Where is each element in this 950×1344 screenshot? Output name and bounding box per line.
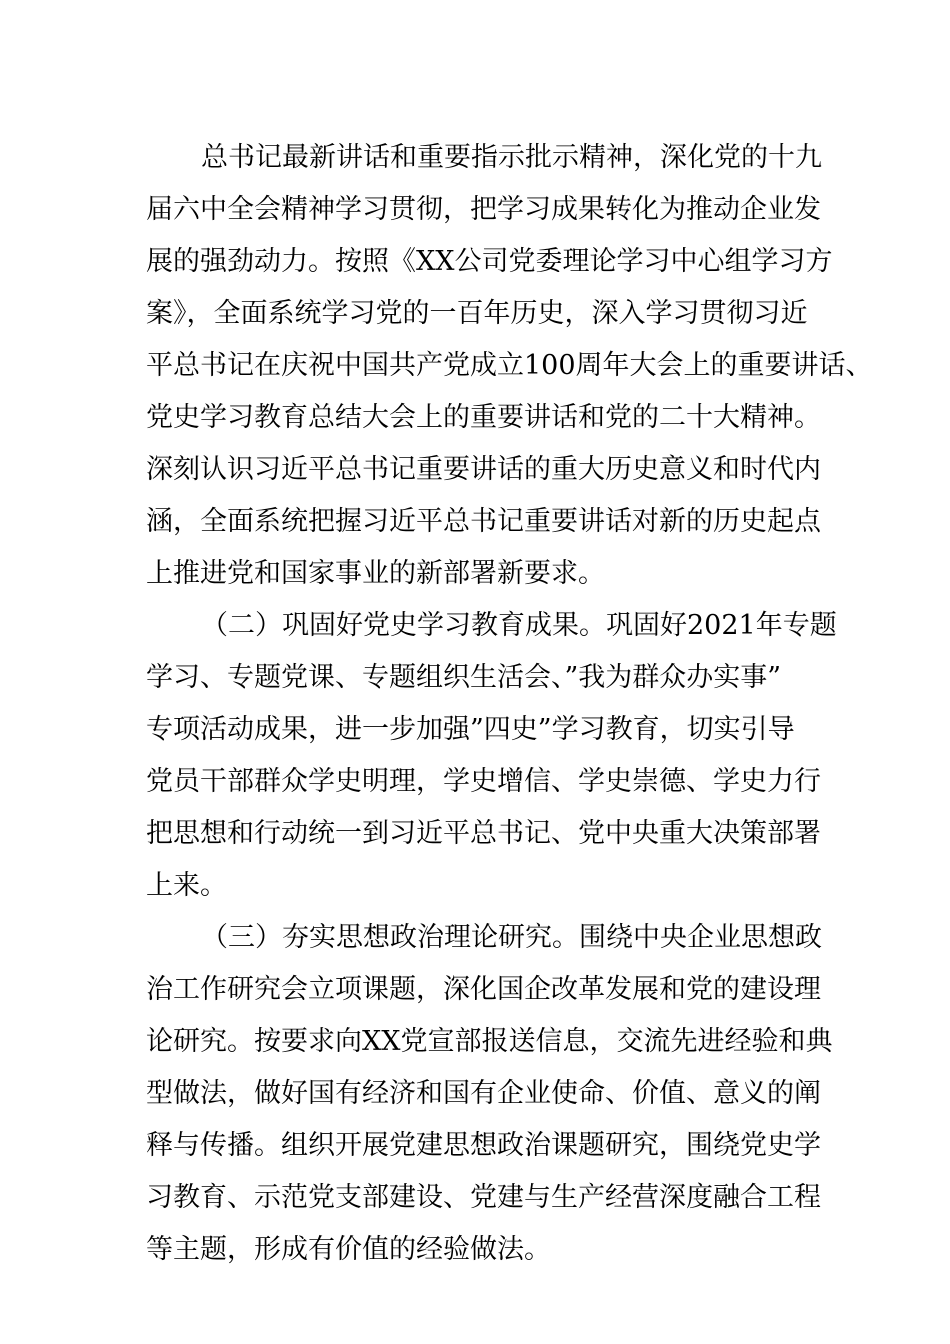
paragraph-line: 上推进党和国家事业的新部署新要求。 <box>146 558 605 589</box>
paragraph-line: 论研究。按要求向XX党宣部报送信息，交流先进经验和典 <box>146 1026 833 1057</box>
paragraph-line: 上来。 <box>146 870 227 901</box>
document-body <box>146 132 873 1276</box>
paragraph-line: 把思想和行动统一到习近平总书记、党中央重大决策部署 <box>146 818 821 849</box>
paragraph-line: 总书记最新讲话和重要指示批示精神，深化党的十九 <box>201 142 822 173</box>
paragraph-line: 专项活动成果，进一步加强”四史”学习教育，切实引导 <box>146 714 795 745</box>
section-heading-line: （二）巩固好党史学习教育成果。巩固好2021年专题 <box>201 610 837 641</box>
paragraph-line: 习教育、示范党支部建设、党建与生产经营深度融合工程 <box>146 1182 821 1213</box>
paragraph-line: 型做法，做好国有经济和国有企业使命、价值、意义的阐 <box>146 1078 821 1109</box>
section-heading-line: （三）夯实思想政治理论研究。围绕中央企业思想政 <box>201 922 822 953</box>
paragraph-line: 等主题，形成有价值的经验做法。 <box>146 1234 551 1265</box>
paragraph-line: 届六中全会精神学习贯彻，把学习成果转化为推动企业发 <box>146 194 821 225</box>
paragraph-line: 治工作研究会立项课题，深化国企改革发展和党的建设理 <box>146 974 821 1005</box>
paragraph-line: 释与传播。组织开展党建思想政治课题研究，围绕党史学 <box>146 1130 821 1161</box>
paragraph-line: 案》，全面系统学习党的一百年历史，深入学习贯彻习近 <box>146 298 808 329</box>
paragraph-line: 平总书记在庆祝中国共产党成立100周年大会上的重要讲话、 <box>146 350 873 381</box>
paragraph-line: 党史学习教育总结大会上的重要讲话和党的二十大精神。 <box>146 402 821 433</box>
paragraph-line: 学习、专题党课、专题组织生活会、”我为群众办实事” <box>146 662 782 693</box>
paragraph-line: 展的强劲动力。按照《XX公司党委理论学习中心组学习方 <box>146 246 833 277</box>
paragraph-line: 党员干部群众学史明理，学史增信、学史崇德、学史力行 <box>146 766 821 797</box>
paragraph-line: 深刻认识习近平总书记重要讲话的重大历史意义和时代内 <box>146 454 821 485</box>
paragraph-line: 涵，全面系统把握习近平总书记重要讲话对新的历史起点 <box>146 506 821 537</box>
